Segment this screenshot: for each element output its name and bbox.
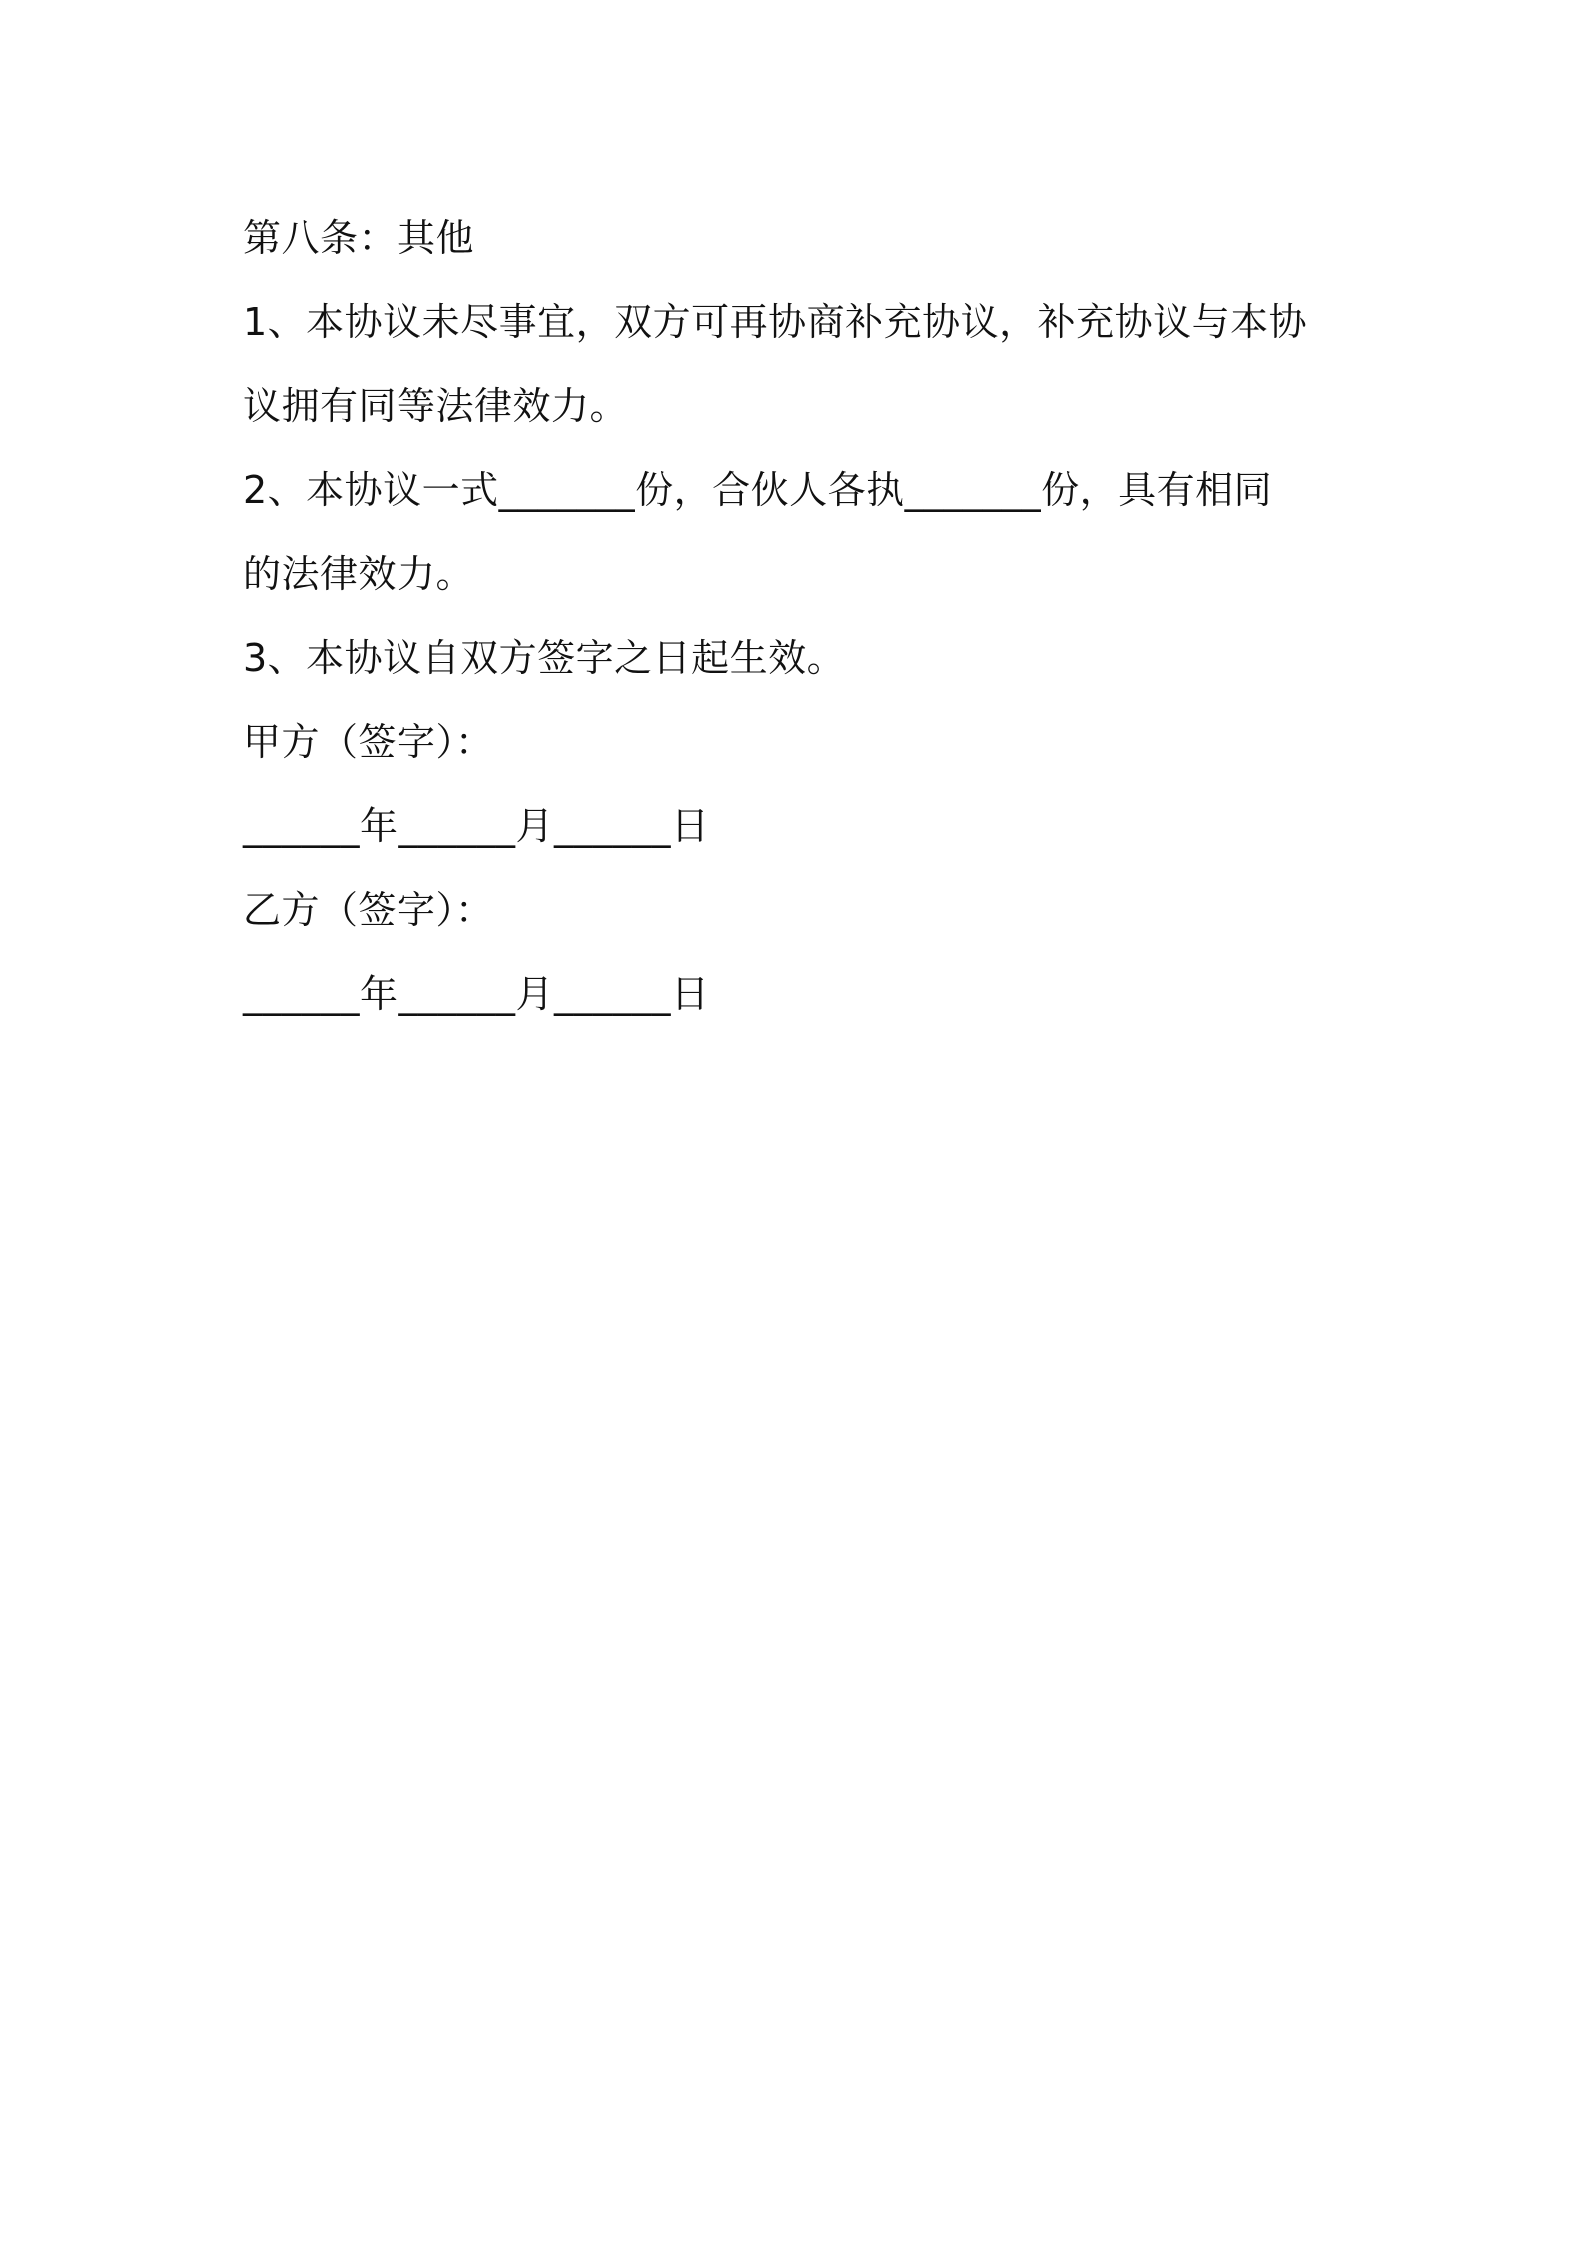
- document-body: [243, 196, 1353, 1036]
- party-b-date-line: ______年______月______日: [243, 972, 710, 1016]
- clause-2-line-1: 2、本协议一式_______份，合伙人各执_______份，具有相同: [243, 468, 1273, 512]
- clause-1-line-1: 1、本协议未尽事宜，双方可再协商补充协议，补充协议与本协: [243, 300, 1308, 344]
- party-a-signature-label: 甲方（签字）：: [243, 720, 494, 764]
- section-heading: 第八条：其他: [243, 216, 475, 260]
- clause-2-line-2: 的法律效力。: [243, 552, 475, 596]
- party-a-date-line: ______年______月______日: [243, 804, 710, 848]
- party-b-signature-label: 乙方（签字）：: [243, 888, 494, 932]
- clause-1-line-2: 议拥有同等法律效力。: [243, 384, 629, 428]
- clause-3: 3、本协议自双方签字之日起生效。: [243, 636, 846, 680]
